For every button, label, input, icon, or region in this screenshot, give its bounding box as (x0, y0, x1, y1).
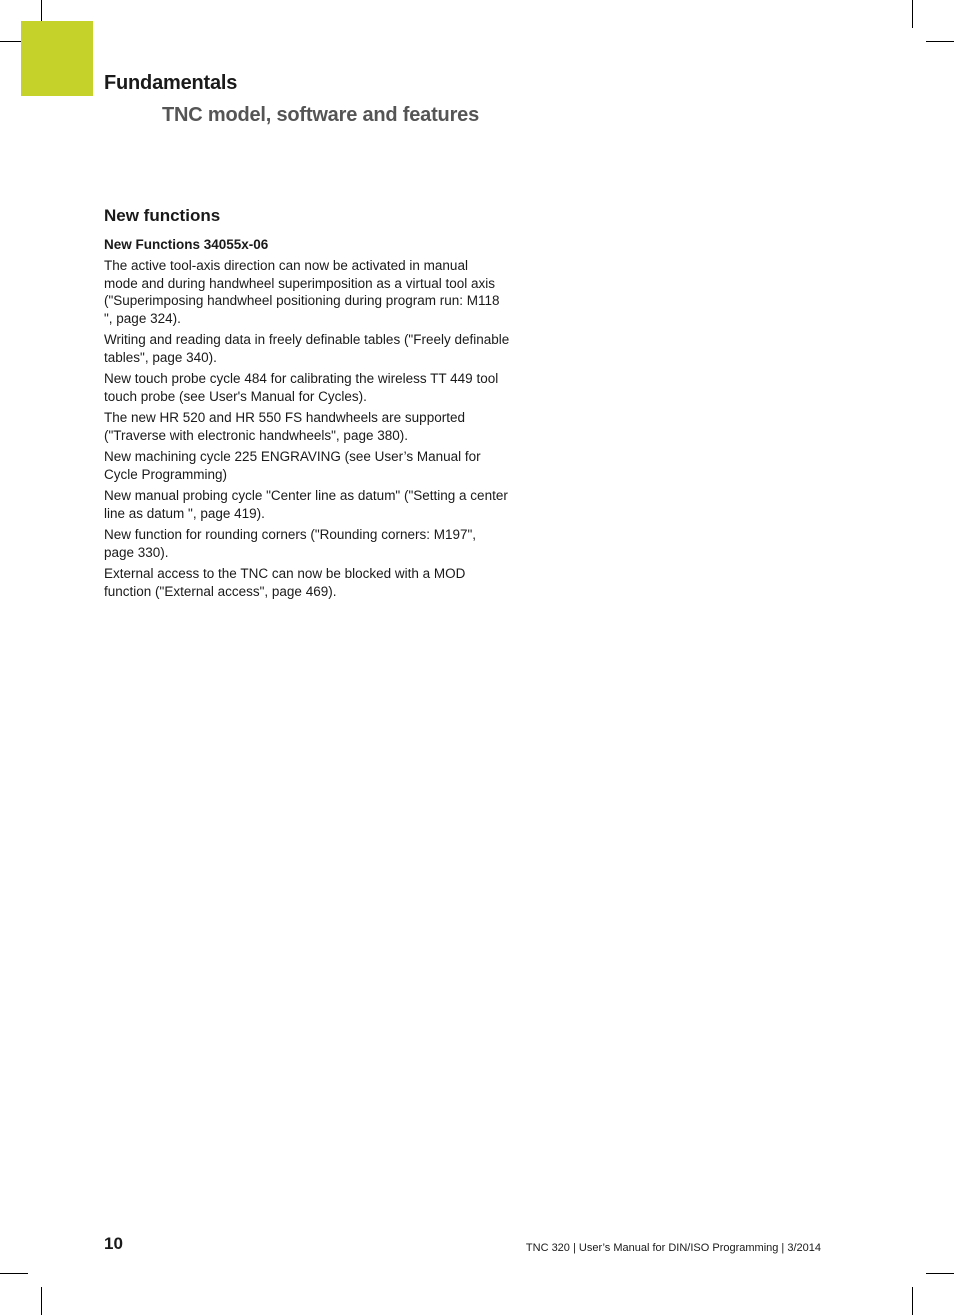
paragraph: The new HR 520 and HR 550 FS handwheels are supported ("Traverse with electronic handwheels", page 380). (104, 410, 465, 443)
paragraph: New function for rounding corners ("Rounding corners: M197", page 330). (104, 527, 477, 560)
page-number: 10 (104, 1234, 123, 1253)
paragraph: External access to the TNC can now be blocked with a MOD function ("External access", page 469). (104, 566, 466, 599)
main-content (104, 206, 544, 604)
crop-mark (926, 1273, 954, 1274)
paragraph: Writing and reading data in freely definable tables ("Freely definable tables", page 340). (104, 332, 510, 365)
crop-mark (912, 1287, 913, 1315)
paragraph: New manual probing cycle "Center line as datum" ("Setting a center line as datum ", page 419). (104, 488, 508, 521)
chapter-color-tab (21, 21, 93, 96)
section-title: TNC model, software and features (162, 104, 479, 126)
crop-mark (912, 0, 913, 28)
paragraph: New touch probe cycle 484 for calibrating the wireless TT 449 tool touch probe (see User's Manual for Cycles). (104, 371, 499, 404)
content-subheading: New Functions 34055x-06 (104, 237, 269, 252)
crop-mark (926, 41, 954, 42)
footer-text: TNC 320 | User’s Manual for DIN/ISO Programming | 3/2014 (525, 1242, 821, 1254)
chapter-title: Fundamentals (104, 72, 238, 94)
paragraph: The active tool-axis direction can now be activated in manual mode and during handwheel superimposition as a virtual tool axis ("Superimposing handwheel positioning during program run: M118 ", page 324). (104, 258, 500, 326)
crop-mark (41, 1287, 42, 1315)
paragraph: New machining cycle 225 ENGRAVING (see User’s Manual for Cycle Programming) (104, 449, 481, 482)
crop-mark (0, 1273, 28, 1274)
content-heading: New functions (104, 206, 221, 225)
